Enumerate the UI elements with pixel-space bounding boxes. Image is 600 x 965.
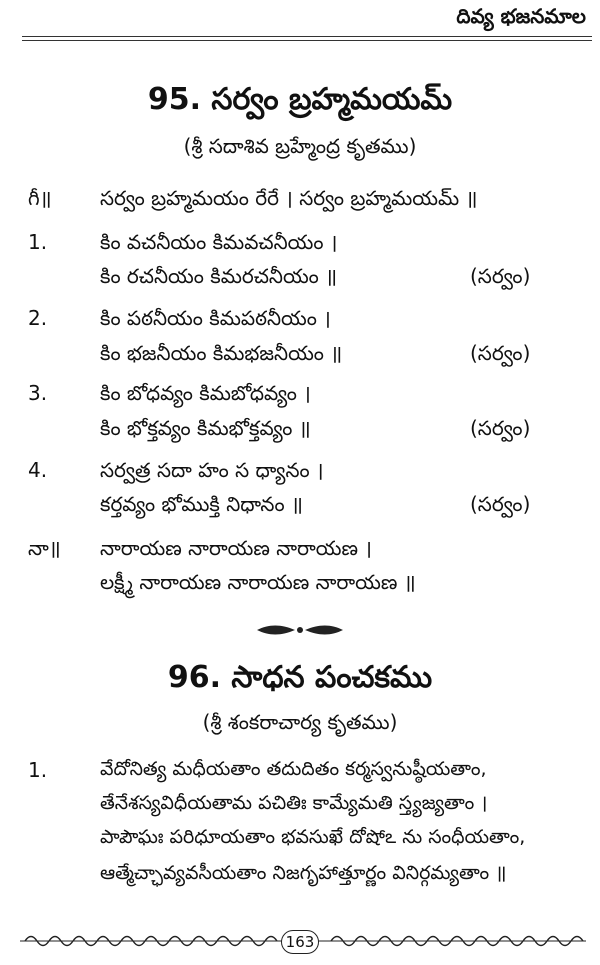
header-rule — [22, 36, 592, 37]
verse-line: కిం భజనీయం కిమభజనీయం ॥ — [100, 341, 343, 365]
verse-number: 1. — [28, 758, 48, 782]
song-95-subtitle: (శ్రీ సదాశివ బ్రహ్మేంద్ర కృతము) — [183, 134, 417, 158]
verse-line: సర్వత్ర సదా హం స ధ్యానం । — [100, 458, 324, 482]
verse-line: కిం పఠనీయం కిమపఠనీయం । — [100, 306, 331, 330]
verse-line: కర్తవ్యం భోముక్తి నిధానం ॥ — [100, 492, 303, 516]
verse-line: వేదోనిత్య మధీయతాం తదుదితం కర్మస్వనుష్ఠీయతాం, — [100, 758, 487, 780]
verse-number: 2. — [28, 306, 48, 330]
verse-line: కిం బోధవ్యం కిమబోధవ్యం । — [100, 381, 311, 405]
pallavi-label: గీ॥ — [28, 186, 52, 210]
verse-line: పాపౌఘః పరిధూయతాం భవసుఖే దోషోఽ ను సంధీయతాం, — [100, 826, 526, 848]
verse-number: 3. — [28, 381, 48, 405]
refrain-marker: (సర్వం) — [470, 492, 531, 516]
refrain-marker: (సర్వం) — [470, 341, 531, 365]
song-96-title: 96. సాధన పంచకము — [167, 660, 433, 695]
verse-line: ఆత్మేచ్ఛావ్యవసీయతాం నిజగృహాత్తూర్ణం వినిర్గమ్యతాం ॥ — [100, 862, 507, 884]
verse-number: 1. — [28, 230, 48, 254]
namavali-label: నా॥ — [28, 536, 61, 560]
verse-line: కిం వచనీయం కిమవచనీయం । — [100, 230, 338, 254]
running-header-title: దివ్య భజనమాల — [456, 4, 586, 28]
verse-line: కిం భోక్తవ్యం కిమభోక్తవ్యం ॥ — [100, 416, 311, 440]
page-number: 163 — [281, 930, 319, 954]
section-divider-ornament — [0, 622, 600, 642]
refrain-marker: (సర్వం) — [470, 264, 531, 288]
namavali-line: లక్ష్మీ నారాయణ నారాయణ నారాయణ ॥ — [100, 570, 416, 594]
verse-number: 4. — [28, 458, 48, 482]
verse-line: తేనేశస్యవిధీయతామ పచితిః కామ్యేమతి స్త్యజ్యతాం । — [100, 792, 488, 814]
song-96-subtitle: (శ్రీ శంకరాచార్య కృతము) — [202, 710, 398, 734]
namavali-line: నారాయణ నారాయణ నారాయణ । — [100, 536, 372, 560]
song-95-title: 95. సర్వం బ్రహ్మమయమ్ — [147, 82, 453, 117]
verse-line: కిం రచనీయం కిమరచనీయం ॥ — [100, 264, 338, 288]
pallavi-text: సర్వం బ్రహ్మమయం రేరే । సర్వం బ్రహ్మమయమ్ ॥ — [100, 186, 478, 210]
refrain-marker: (సర్వం) — [470, 416, 531, 440]
header-rule-secondary — [22, 40, 592, 41]
